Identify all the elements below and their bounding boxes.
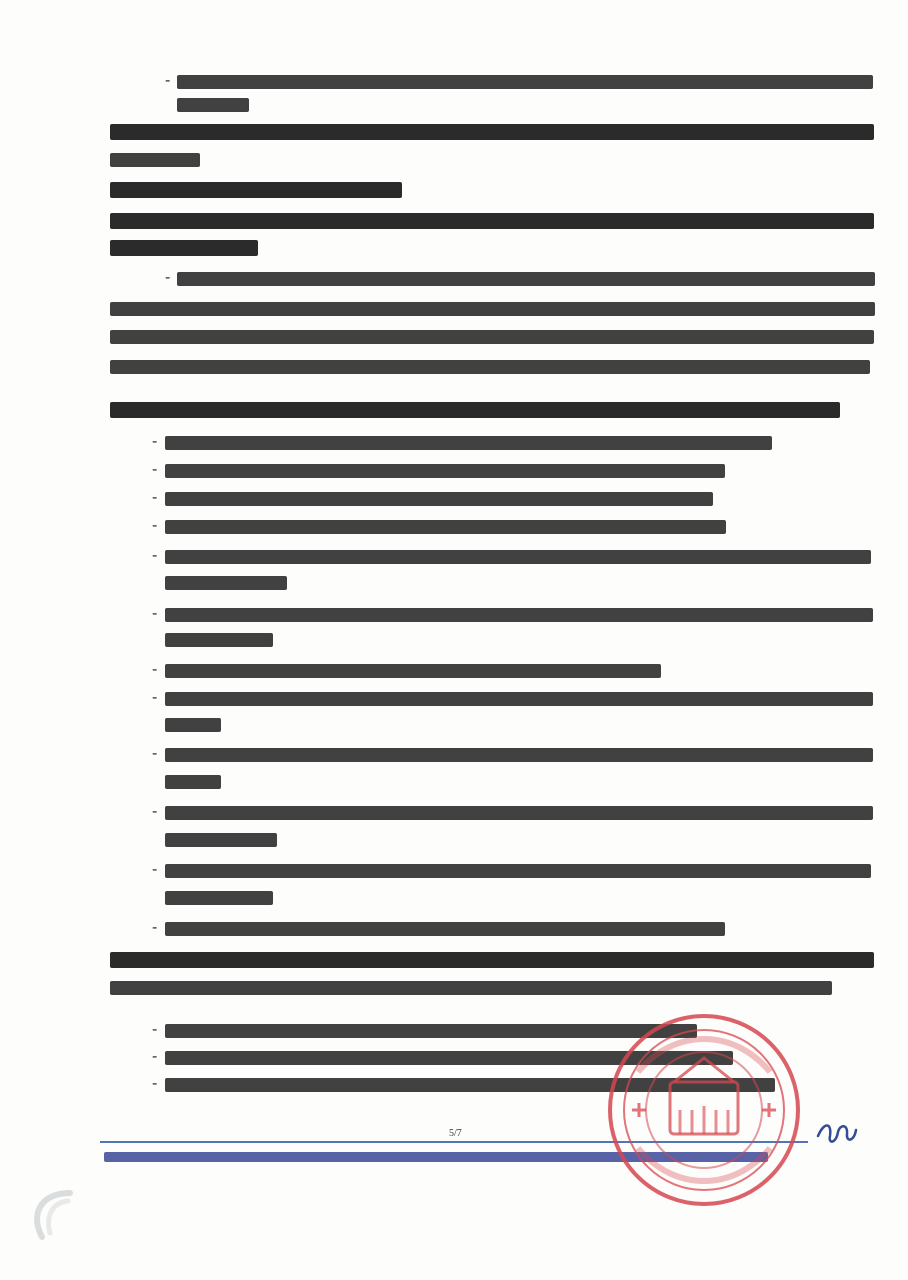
- section-heading: [110, 213, 874, 229]
- list-bullet: -: [152, 689, 158, 706]
- signature: [814, 1116, 858, 1148]
- body-line: [177, 75, 873, 89]
- list-item-line: [165, 718, 221, 732]
- list-bullet: -: [152, 745, 158, 762]
- list-bullet: -: [152, 547, 158, 564]
- list-item-line: [165, 550, 871, 564]
- list-item-line: [165, 775, 221, 789]
- scan-smudge: [20, 1185, 90, 1245]
- list-item-line: [165, 833, 277, 847]
- list-bullet: -: [152, 1075, 158, 1092]
- list-item-line: [165, 608, 873, 622]
- body-line: [177, 272, 875, 286]
- list-bullet: -: [152, 1021, 158, 1038]
- page-number: 5/7: [449, 1128, 462, 1139]
- list-item-line: [165, 576, 287, 590]
- body-line: [110, 330, 874, 344]
- list-bullet: -: [152, 517, 158, 534]
- list-item-line: [165, 464, 725, 478]
- footer-text-line: [104, 1152, 768, 1162]
- list-item-line: [165, 692, 873, 706]
- list-item-line: [165, 520, 726, 534]
- list-item-line: [165, 891, 273, 905]
- list-bullet: -: [152, 1048, 158, 1065]
- list-bullet: -: [152, 661, 158, 678]
- list-item-line: [165, 1024, 697, 1038]
- footer-rule: [100, 1141, 808, 1143]
- body-line: [110, 124, 874, 140]
- list-item-line: [165, 492, 713, 506]
- list-item-line: [165, 664, 661, 678]
- body-line: [110, 153, 200, 167]
- list-item-line: [165, 1051, 733, 1065]
- list-item-line: [165, 1078, 775, 1092]
- list-bullet: -: [165, 72, 171, 89]
- list-bullet: -: [152, 861, 158, 878]
- list-item-line: [165, 864, 871, 878]
- body-line: [110, 360, 870, 374]
- section-heading: [110, 402, 840, 418]
- list-item-line: [165, 922, 725, 936]
- body-line: [110, 302, 875, 316]
- list-bullet: -: [152, 919, 158, 936]
- section-heading: [110, 240, 258, 256]
- list-bullet: -: [152, 489, 158, 506]
- list-bullet: -: [152, 461, 158, 478]
- section-heading: [110, 182, 402, 198]
- list-bullet: -: [152, 803, 158, 820]
- list-bullet: -: [165, 269, 171, 286]
- list-item-line: [165, 806, 873, 820]
- body-line: [110, 952, 874, 968]
- list-item-line: [165, 436, 772, 450]
- body-line: [110, 981, 832, 995]
- list-item-line: [165, 633, 273, 647]
- body-line: [177, 98, 249, 112]
- list-item-line: [165, 748, 873, 762]
- list-bullet: -: [152, 605, 158, 622]
- official-stamp: [604, 1010, 804, 1210]
- list-bullet: -: [152, 433, 158, 450]
